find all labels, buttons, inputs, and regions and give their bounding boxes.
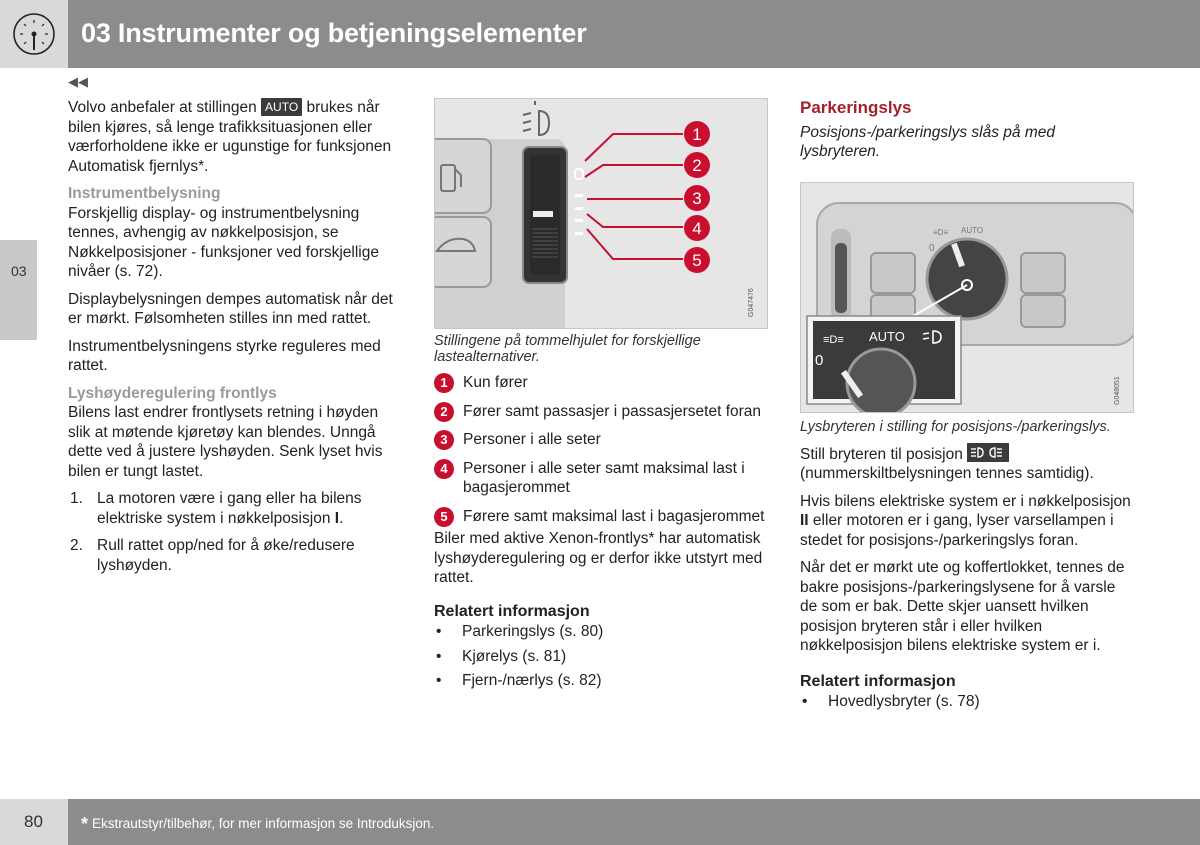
parking-light-icon	[967, 443, 1009, 462]
svg-text:≡D≡: ≡D≡	[823, 333, 844, 346]
header-icon-box	[0, 0, 68, 68]
related-links	[800, 692, 1134, 712]
page-number-box	[0, 799, 68, 845]
section-lead: Posisjons-/parkeringslys slås på med lysbryteren.	[800, 123, 1055, 160]
column-right	[800, 98, 1134, 717]
svg-text:AUTO: AUTO	[869, 328, 905, 344]
svg-text:2: 2	[692, 156, 702, 175]
svg-text:0: 0	[929, 242, 935, 254]
svg-text:5: 5	[692, 251, 702, 270]
subheading-instrument-lighting: Instrumentbelysning	[68, 185, 221, 202]
footnote: * Ekstrautstyr/tilbehør, for mer informasjon se Introduksjon.	[81, 814, 435, 834]
auto-chip: AUTO	[261, 98, 302, 116]
figure-code: G047476	[748, 288, 755, 317]
chapter-number: 03	[11, 263, 27, 279]
svg-text:AUTO: AUTO	[961, 225, 984, 235]
paragraph-instrument-strength: Instrumentbelysningens styrke reguleres med rattet.	[68, 337, 381, 374]
page-footer	[0, 799, 1200, 845]
paragraph-headlight-leveling: Bilens last endrer frontlysets retning i høyden slik at møtende kjøretøy kan blendes. Unngå dette ved å justere lyshøyden. Senk lyset hvis bilen er tungt lastet.	[68, 404, 383, 480]
svg-text:1: 1	[692, 125, 702, 144]
list-item: 2 Fører samt passasjer i passasjersetet foran	[434, 402, 768, 422]
list-item: 3 Personer i alle seter	[434, 430, 768, 450]
list-item: 5 Førere samt maksimal last i bagasjerommet	[434, 507, 768, 527]
svg-text:4: 4	[692, 219, 702, 238]
related-link[interactable]: • Fjern-/nærlys (s. 82)	[434, 671, 768, 691]
related-info-heading: Relatert informasjon	[434, 602, 590, 620]
load-positions-list	[434, 373, 768, 526]
related-link[interactable]: • Parkeringslys (s. 80)	[434, 622, 768, 642]
light-switch-figure	[800, 182, 1134, 413]
paragraph-trunk: Når det er mørkt ute og koffertlokket, tennes de bakre posisjons-/parkeringslysene for å varsle de som er bak. Dette skjer uansett hvilken posisjon bryteren står i eller hvilken nøkkelposisjon bilens elektriske system er i.	[800, 559, 1125, 654]
related-info-heading: Relatert informasjon	[800, 672, 956, 690]
figure-caption: Lysbryteren i stilling for posisjons-/parkeringslys.	[800, 418, 1111, 435]
light-switch-illustration	[801, 183, 1134, 413]
paragraph-display-dim: Displaybelysningen dempes automatisk når det er mørkt. Følsomheten stilles inn med rattet.	[68, 290, 393, 327]
related-links	[434, 622, 768, 691]
list-item: 4 Personer i alle seter samt maksimal last i bagasjerommet	[434, 459, 768, 498]
continued-arrows: ◀◀	[68, 74, 88, 89]
list-item: 1 Kun fører	[434, 373, 768, 393]
page-title: 03 Instrumenter og betjeningselementer	[81, 18, 587, 48]
related-link[interactable]: • Hovedlysbryter (s. 78)	[800, 692, 1134, 712]
steps-list	[68, 489, 398, 575]
figure-code: G048051	[1114, 375, 1121, 405]
paragraph-xenon: Biler med aktive Xenon-frontlys* har automatisk lyshøyderegulering og er derfor ikke utstyrt med rattet.	[434, 530, 763, 586]
paragraph-auto: Volvo anbefaler at stillingen AUTO brukes når bilen kjøres, så lenge trafikksituasjonen eller værforholdene ikke er ugunstige for funksjonen Automatisk fjernlys*.	[68, 99, 392, 175]
chapter-side-tab	[0, 240, 37, 340]
page-header	[0, 0, 1200, 68]
paragraph-key-position: Hvis bilens elektriske system er i nøkkelposisjon II eller motoren er i gang, lyser varsellampen i stedet for posisjons-/parkeringslys foran.	[800, 492, 1131, 549]
gauge-icon	[0, 0, 68, 68]
column-middle	[434, 98, 768, 696]
thumbwheel-figure	[434, 98, 768, 329]
paragraph-instrument-lighting: Forskjellig display- og instrumentbelysning tennes, avhengig av nøkkelposisjon, se Nøkkelposisjoner - funksjoner ved forskjellige nivåer (s. 72).	[68, 204, 379, 280]
related-link[interactable]: • Kjørelys (s. 81)	[434, 647, 768, 667]
subheading-headlight-leveling: Lyshøyderegulering frontlys	[68, 384, 277, 402]
step-item: 1. La motoren være i gang eller ha bilens elektriske system i nøkkelposisjon I.	[70, 490, 362, 527]
svg-text:≡D≡: ≡D≡	[933, 227, 949, 237]
step-item: 2. Rull rattet opp/ned for å øke/redusere lyshøyden.	[70, 537, 355, 574]
page-number: 80	[24, 812, 43, 831]
svg-text:3: 3	[692, 189, 702, 208]
figure-caption: Stillingene på tommelhjulet for forskjellige lastealternativer.	[434, 333, 701, 365]
paragraph-switch-position: Still bryteren til posisjon (nummerskiltbelysningen tennes samtidig).	[800, 443, 1134, 484]
column-left	[68, 98, 398, 583]
thumbwheel-illustration	[435, 99, 768, 329]
section-title: Parkeringslys	[800, 98, 912, 117]
svg-text:0: 0	[815, 351, 824, 369]
